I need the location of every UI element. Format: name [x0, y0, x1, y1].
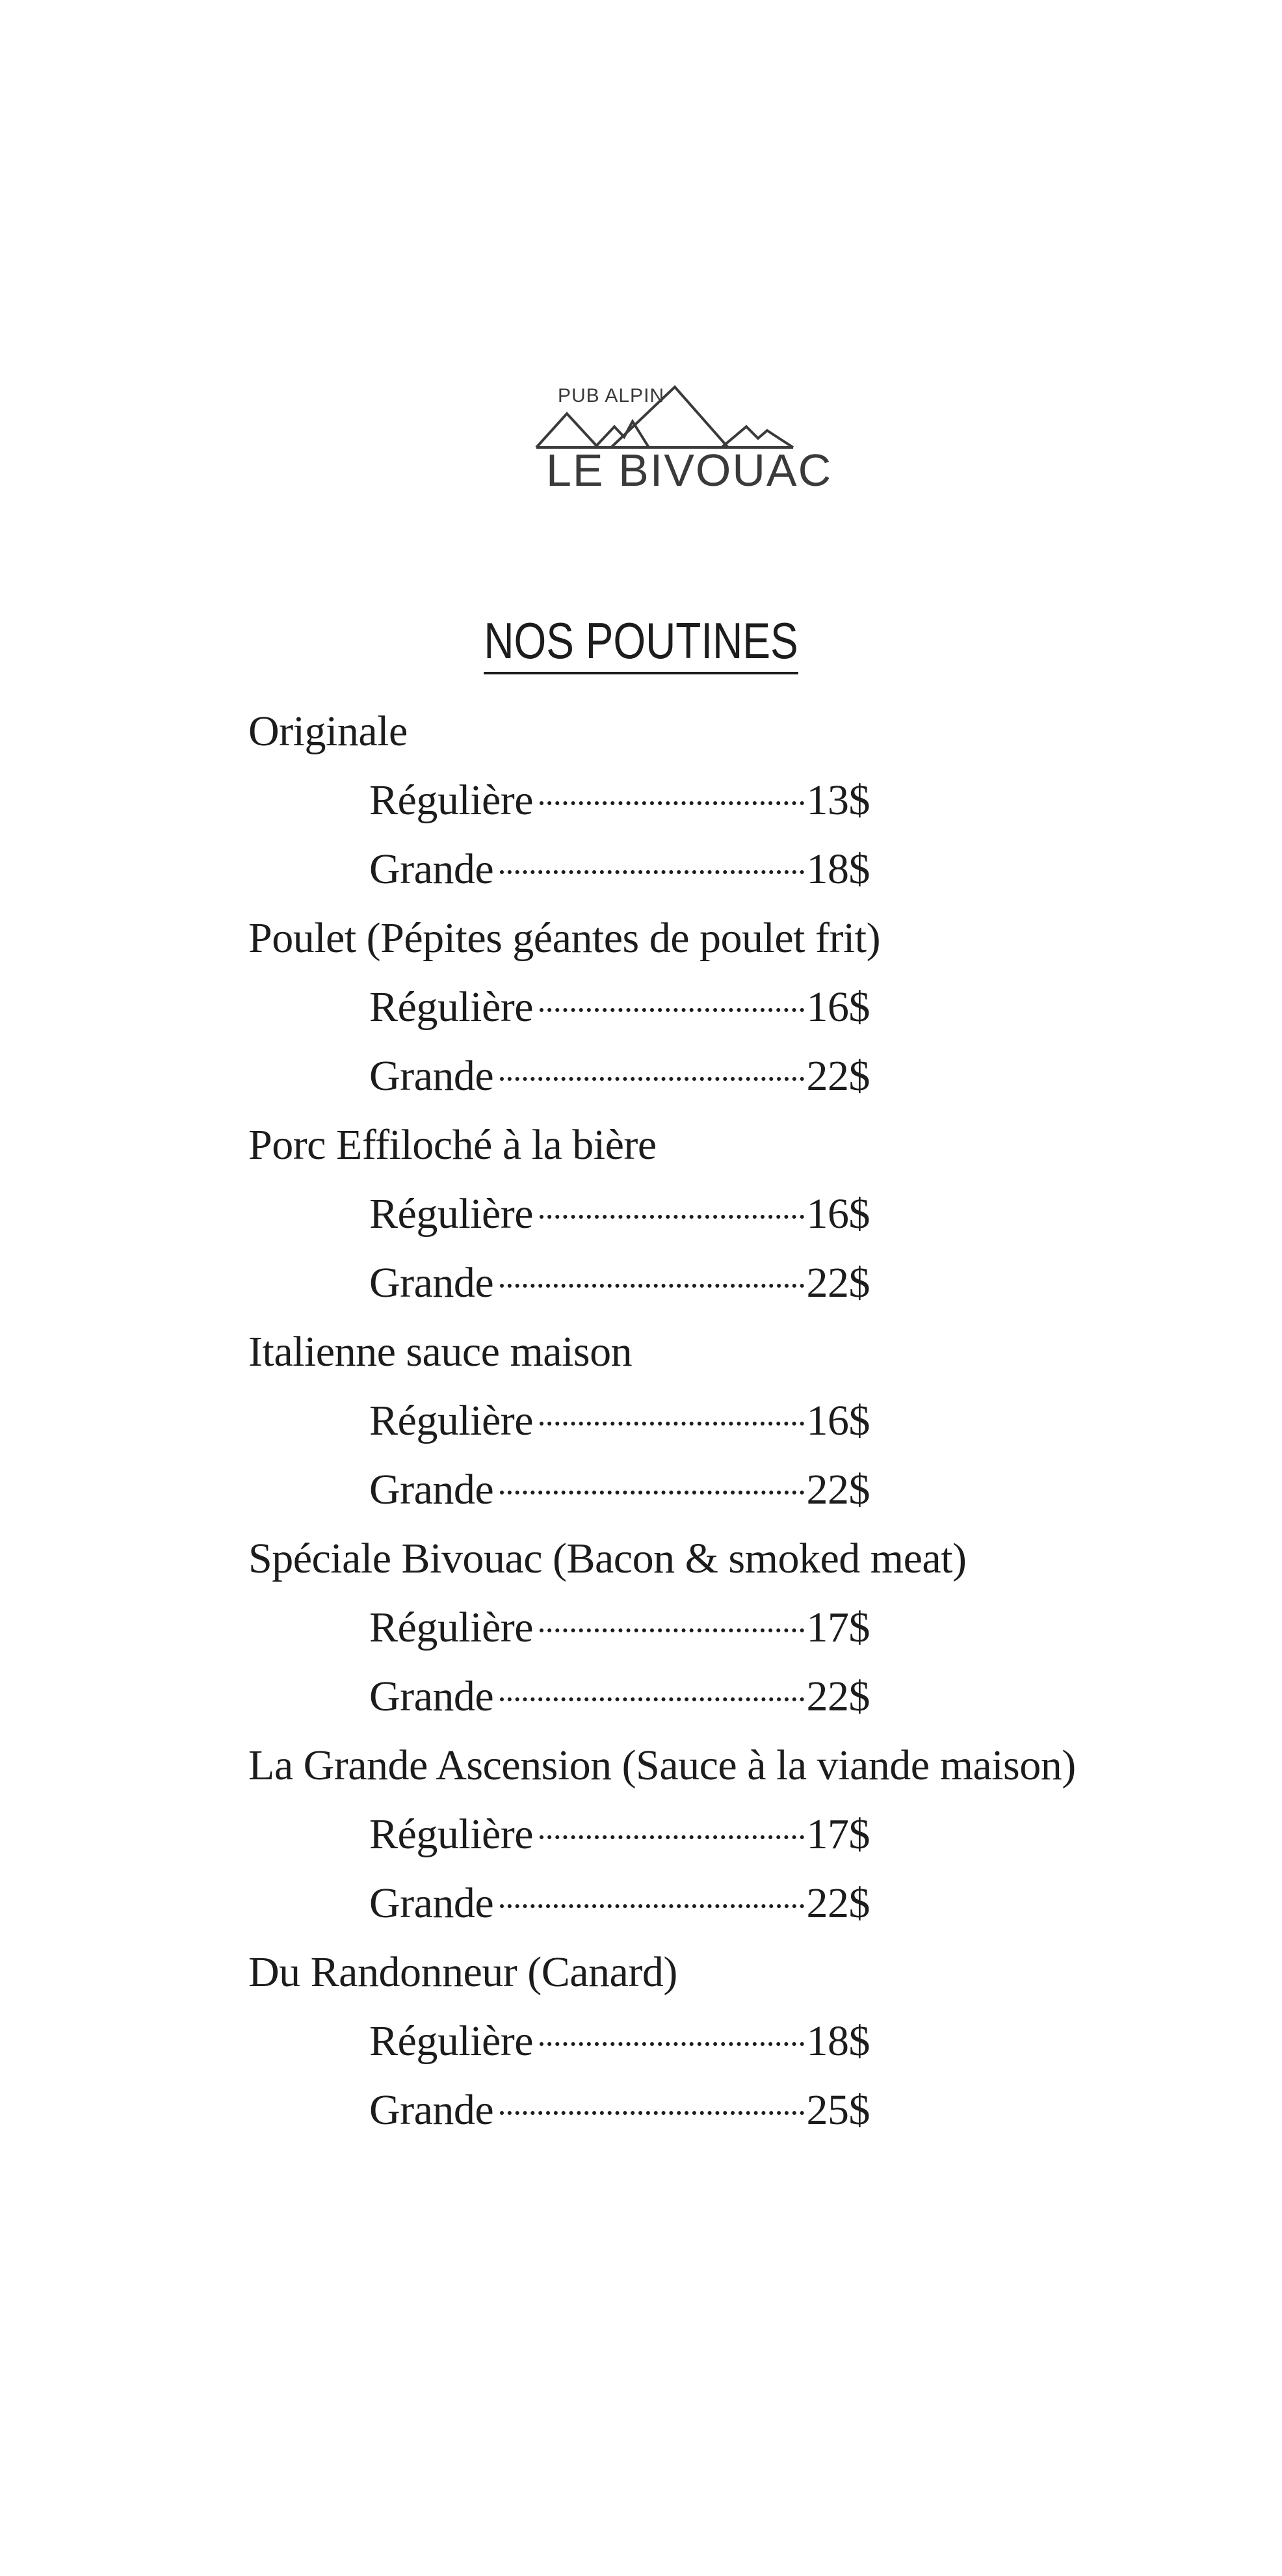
dot-leader — [500, 1077, 804, 1081]
dot-leader — [540, 1215, 804, 1219]
menu-item — [0, 904, 1282, 1111]
size-label: Grande — [369, 1673, 494, 1720]
size-label: Régulière — [369, 1190, 534, 1238]
menu-item — [0, 1938, 1282, 2145]
price-row — [0, 1593, 870, 1662]
dot-leader — [540, 1628, 804, 1632]
size-label: Grande — [369, 1879, 494, 1927]
dot-leader — [500, 1491, 804, 1494]
size-label: Régulière — [369, 777, 534, 824]
dot-leader — [540, 1835, 804, 1839]
size-label: Régulière — [369, 2017, 534, 2065]
size-label: Grande — [369, 1052, 494, 1100]
price: 16$ — [806, 1190, 870, 1238]
price-row — [0, 1042, 870, 1111]
menu-item — [0, 1111, 1282, 1318]
price: 16$ — [806, 983, 870, 1031]
size-label: Grande — [369, 845, 494, 893]
price: 18$ — [806, 2017, 870, 2065]
price-row — [0, 1662, 870, 1731]
size-label: Grande — [369, 1466, 494, 1513]
item-name: La Grande Ascension (Sauce à la viande maison) — [248, 1742, 1076, 1789]
price: 13$ — [806, 777, 870, 824]
item-name: Italienne sauce maison — [248, 1328, 633, 1375]
menu-heading — [115, 611, 1166, 674]
price-row — [0, 1869, 870, 1938]
dot-leader — [500, 870, 804, 874]
price: 16$ — [806, 1397, 870, 1444]
price-row — [0, 1180, 870, 1249]
dot-leader — [540, 2042, 804, 2046]
price-row — [0, 766, 870, 835]
dot-leader — [500, 1697, 804, 1701]
size-label: Régulière — [369, 1811, 534, 1858]
price-row — [0, 2007, 870, 2076]
price-row — [0, 1800, 870, 1869]
size-label: Régulière — [369, 1397, 534, 1444]
menu-item — [0, 1731, 1282, 1938]
menu-item — [0, 697, 1282, 904]
price: 22$ — [806, 1879, 870, 1927]
dot-leader — [540, 801, 804, 805]
menu-item — [0, 1318, 1282, 1524]
price-row — [0, 1249, 870, 1318]
item-name: Porc Effiloché à la bière — [248, 1121, 657, 1169]
item-name: Poulet (Pépites géantes de poulet frit) — [248, 914, 881, 962]
price-row — [0, 1387, 870, 1455]
item-name: Spéciale Bivouac (Bacon & smoked meat) — [248, 1535, 967, 1582]
price: 22$ — [806, 1259, 870, 1307]
price: 17$ — [806, 1811, 870, 1858]
dot-leader — [500, 2111, 804, 2115]
price: 25$ — [806, 2086, 870, 2134]
price: 22$ — [806, 1673, 870, 1720]
menu-list — [0, 697, 1282, 2145]
price: 18$ — [806, 845, 870, 893]
dot-leader — [500, 1284, 804, 1288]
size-label: Grande — [369, 2086, 494, 2134]
price: 17$ — [806, 1604, 870, 1651]
logo-title: LE BIVOUAC — [546, 445, 833, 496]
price: 22$ — [806, 1052, 870, 1100]
dot-leader — [540, 1008, 804, 1012]
price-row — [0, 835, 870, 904]
size-label: Grande — [369, 1259, 494, 1307]
logo-subtitle: PUB ALPIN — [558, 385, 665, 406]
menu-item — [0, 1524, 1282, 1731]
price-row — [0, 1455, 870, 1524]
item-name: Du Randonneur (Canard) — [248, 1948, 677, 1996]
size-label: Régulière — [369, 983, 534, 1031]
logo — [533, 384, 833, 507]
price-row — [0, 973, 870, 1042]
item-name: Originale — [248, 708, 408, 755]
dot-leader — [500, 1904, 804, 1908]
dot-leader — [540, 1422, 804, 1426]
price-row — [0, 2076, 870, 2145]
price: 22$ — [806, 1466, 870, 1513]
menu-heading-text: NOS POUTINES — [484, 615, 798, 674]
size-label: Régulière — [369, 1604, 534, 1651]
